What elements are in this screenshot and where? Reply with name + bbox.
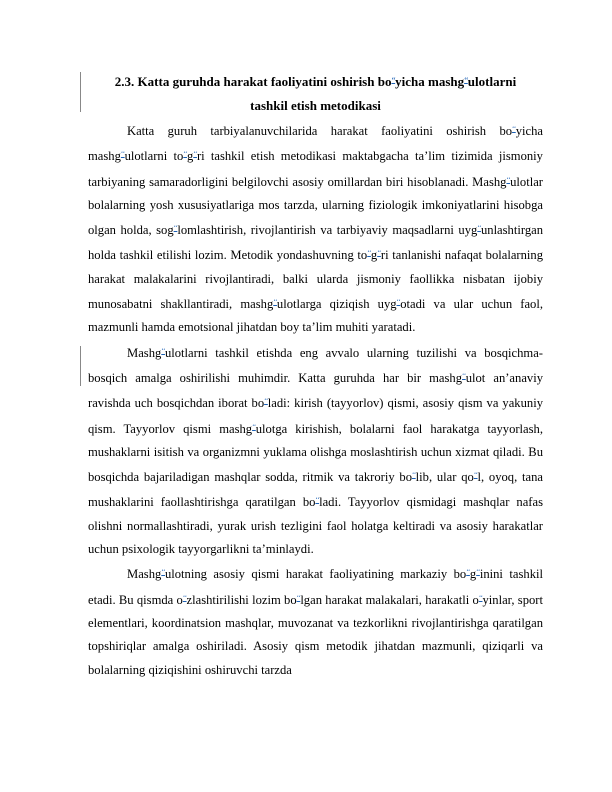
text-run: ulotlarni to: [124, 149, 184, 164]
text-run: lib, ular qo: [415, 470, 474, 485]
apostrophe-link-mark[interactable]: ʻʻ: [183, 150, 187, 159]
apostrophe-link-mark[interactable]: ʻʻ: [466, 568, 470, 577]
apostrophe-link-mark[interactable]: ʻʻ: [296, 593, 301, 602]
apostrophe-link-mark[interactable]: ʻʻ: [477, 224, 481, 233]
text-run: Mashg: [127, 567, 162, 582]
apostrophe-link-mark[interactable]: ʻʻ: [506, 175, 511, 184]
apostrophe-link-mark[interactable]: ʻʻ: [462, 371, 466, 380]
paragraph-1: [88, 118, 543, 340]
text-run: zlashtirilishi lozim bo: [186, 592, 297, 607]
text-run: Mashg: [127, 345, 162, 360]
text-run: yinlar, sport elementlari, koordinatsion mashqlar, muvozanat va tezkorlikni rivojlantirishga qaratilgan topshiriqlar amalga oshiriladi. Asosiy qism metodik jihatdan mazmunli, qiziqarli va bolalarning qiziqishini oshiruvchi tarzda: [88, 592, 543, 677]
text-run: otadi va ular uchun faol, mazmunli hamda emotsional jihatdan boy ta’lim muhiti yaratadi.: [88, 297, 543, 335]
text-run: ladi: kirish (tayyorlov) qismi, asosiy qism va yakuniy qism. Tayyorlov qismi mashg: [88, 396, 543, 436]
apostrophe-link-mark[interactable]: ʻʻ: [367, 249, 371, 258]
text-run: 2.3. Katta guruhda harakat faoliyatini oshirish bo: [114, 74, 392, 89]
text-run: yicha mashg: [395, 74, 465, 89]
apostrophe-link-mark[interactable]: ʻʻ: [377, 249, 381, 258]
apostrophe-link-mark[interactable]: ʻʻ: [120, 150, 125, 159]
text-run: ulot an’anaviy ravishda uch bosqichdan iborat bo: [88, 370, 544, 411]
document-page: [88, 68, 543, 682]
text-run: ulotning asosiy qismi harakat faoliyatining markaziy bo: [164, 567, 467, 582]
paragraph-3: [88, 561, 543, 681]
text-run: ulotga kirishish, bolalarni faol harakatga tayyorlash, mushaklarni isitish va organizmni yuklama olishga moslashtirish uchun xizmat qiladi. Bu bosqichda bajariladigan mashqlar sodda, ritmik va takroriy bo: [88, 421, 543, 485]
text-run: yicha mashg: [88, 124, 543, 164]
apostrophe-link-mark[interactable]: ʻʻ: [473, 471, 478, 480]
apostrophe-link-mark[interactable]: ʻʻ: [161, 346, 165, 355]
section-heading: [88, 68, 543, 118]
heading-line-2: tashkil etish metodikasi: [250, 98, 381, 113]
apostrophe-link-mark[interactable]: ʻʻ: [464, 76, 468, 84]
apostrophe-link-mark[interactable]: ʻʻ: [391, 76, 396, 84]
apostrophe-link-mark[interactable]: ʻʻ: [173, 224, 178, 233]
apostrophe-link-mark[interactable]: ʻʻ: [182, 593, 187, 602]
text-run: unlashtirgan holda tashkil etilishi lozim. Metodik yondashuvning to: [88, 223, 543, 263]
apostrophe-link-mark[interactable]: ʻʻ: [315, 496, 320, 505]
text-run: ulotlar bolalarning yosh xususiyatlariga mos tarzda, ularning fiziologik imkoniyatlarini hisobga olgan holda, sog: [88, 174, 543, 238]
text-run: inini tashkil etadi. Bu qismda o: [88, 567, 544, 607]
text-run: ulotlarga qiziqish uyg: [276, 297, 397, 312]
text-run: lomlashtirish, rivojlantirish va tarbiyaviy maqsadlarni uyg: [177, 223, 478, 238]
apostrophe-link-mark[interactable]: ʻʻ: [476, 568, 480, 577]
heading-line-1: [115, 74, 516, 89]
text-run: ulotlarni tashkil etishda eng avvalo ularning tuzilishi va bosqichma-bosqich amalga oshirilishi muhimdir. Katta guruhda har bir mashg: [88, 345, 543, 385]
apostrophe-link-mark[interactable]: ʻʻ: [161, 568, 165, 577]
apostrophe-link-mark[interactable]: ʻʻ: [412, 471, 416, 480]
text-run: ri tashkil etish metodikasi maktabgacha ta’lim tizimida jismoniy tarbiyaning samaradorligini belgilovchi asosiy omillardan biri hisoblanadi. Mashg: [88, 149, 543, 189]
text-run: g: [186, 149, 194, 164]
text-run: lgan harakat malakalari, harakatli o: [300, 592, 479, 607]
paragraph-2: [88, 340, 543, 562]
left-margin-bar-heading: [80, 72, 81, 112]
text-run: ulotlarni: [467, 74, 517, 89]
apostrophe-link-mark[interactable]: ʻʻ: [252, 422, 256, 431]
text-run: l, oyoq, tana mushaklarini faollashtirishga qaratilgan bo: [88, 470, 543, 510]
apostrophe-link-mark[interactable]: ʻʻ: [264, 397, 268, 406]
left-margin-bar-paragraph: [80, 346, 81, 386]
apostrophe-link-mark[interactable]: ʻʻ: [396, 298, 401, 307]
apostrophe-link-mark[interactable]: ʻʻ: [193, 150, 197, 159]
apostrophe-link-mark[interactable]: ʻʻ: [273, 298, 277, 307]
text-run: Katta guruh tarbiyalanuvchilarida harakat faoliyatini oshirish bo: [127, 124, 513, 138]
text-run: g: [370, 248, 378, 263]
text-run: ri tanlanishi nafaqat bolalarning harakat malakalarini rivojlantiradi, balki ularda jismoniy faollikka nisbatan ijobiy munosabatni shakllantiradi, mashg: [88, 248, 544, 312]
text-run: ladi. Tayyorlov qismidagi mashqlar nafas olishni normallashtiradi, yurak urish tezligini faol holatga keltiradi va asosiy harakatlar uchun psixologik tayyorgarlikni ta’minlaydi.: [88, 495, 543, 557]
apostrophe-link-mark[interactable]: ʻʻ: [478, 593, 483, 602]
apostrophe-link-mark[interactable]: ʻʻ: [512, 125, 516, 133]
text-run: g: [469, 567, 477, 582]
